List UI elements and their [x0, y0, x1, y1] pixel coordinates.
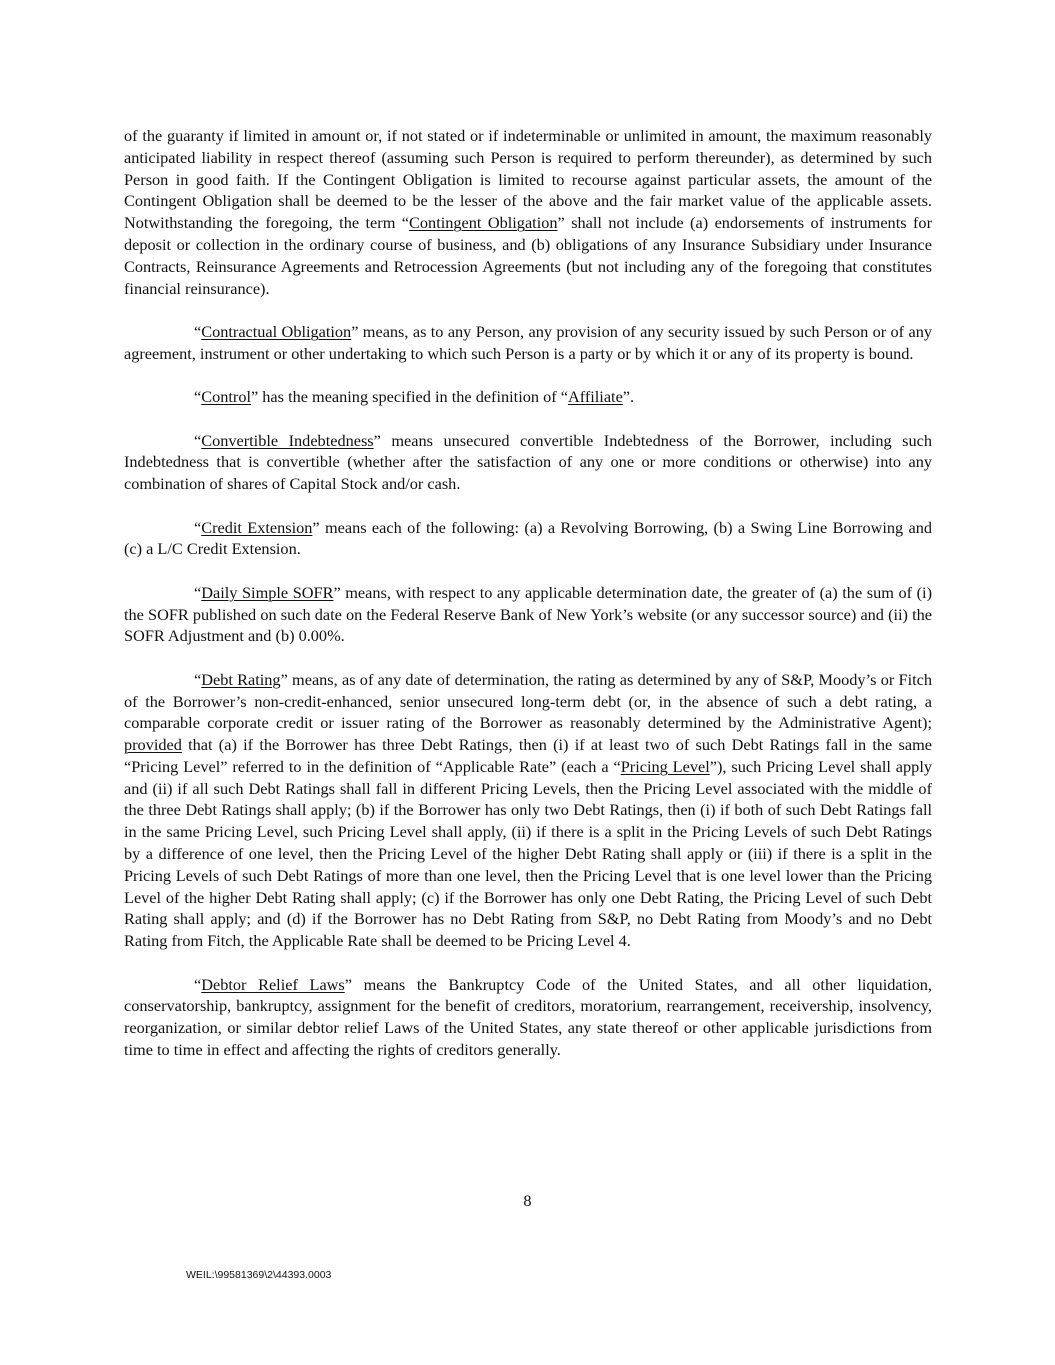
paragraph-text: ” means, with respect to any applicable determination date, the greater of (a) the sum of (i) the SOFR published on such date on the Federal Reserve Bank of New York’s website (or any successor source) and (ii) the SOFR Adjustment and (b) 0.00%. [124, 582, 932, 646]
defined-term: Credit Extension [201, 517, 313, 537]
defined-term: Debtor Relief Laws [201, 974, 345, 994]
defined-term: Convertible Indebtedness [201, 430, 374, 450]
paragraph-text: ”), such Pricing Level shall apply and (ii) if all such Debt Ratings shall fall in different Pricing Levels, then the Pricing Level associated with the middle of the three Debt Ratings shall apply; (b) if the Borrower has only two Debt Ratings, then (i) if both of such Debt Ratings fall in the same Pricing Level, such Pricing Level shall apply, (ii) if there is a split in the Pricing Levels of such Debt Ratings by a difference of one level, then the Pricing Level of the higher Debt Rating shall apply or (iii) if there is a split in the Pricing Levels of such Debt Ratings of more than one level, then the Pricing Level that is one level lower than the Pricing Level of the higher Debt Rating shall apply; (c) if the Borrower has only one Debt Rating, the Pricing Level of such Debt Rating shall apply; and (d) if the Borrower has no Debt Rating from S&P, no Debt Rating from Moody’s and no Debt Rating from Fitch, the Applicable Rate shall be deemed to be Pricing Level 4. [124, 756, 932, 951]
defined-term: Control [201, 387, 251, 407]
paragraph-text: “ [194, 517, 202, 537]
paragraph-text: “ [194, 387, 202, 407]
paragraph-text: ” means each of the following: (a) a Revolving Borrowing, (b) a Swing Line Borrowing and (c) a L/C Credit Extension. [124, 517, 933, 559]
paragraph-text: ” means, as to any Person, any provision of any security issued by such Person or of any agreement, instrument or other undertaking to which such Person is a party or by which it or any of its property is bound. [124, 321, 932, 363]
paragraph-text: “ [194, 669, 202, 689]
defined-term: Daily Simple SOFR [201, 582, 334, 602]
defined-term: Contractual Obligation [201, 321, 352, 341]
paragraph-text: of the guaranty if limited in amount or, if not stated or if indeterminable or unlimited in amount, the maximum reasonably anticipated liability in respect thereof (assuming such Person is required to perform thereunder), as determined by such Person in good faith. If the Contingent Obligation is limited to recourse against particular assets, the amount of the Contingent Obligation shall be deemed to be the lesser of the above and the fair market value of the applicable assets. Notwithstanding the foregoing, the term “ [124, 126, 932, 233]
definition-paragraph [124, 430, 932, 495]
paragraph-text: ” means, as of any date of determination, the rating as determined by any of S&P, Moody’s or Fitch of the Borrower’s non-credit-enhanced, senior unsecured long-term debt (or, in the absence of such a debt rating, a comparable corporate credit or issuer rating of the Borrower as reasonably determined by the Administrative Agent); [124, 669, 932, 733]
paragraph-text: ”. [622, 387, 635, 407]
document-id-footer: WEIL:\99581369\2\44393.0003 [186, 1269, 332, 1281]
definition-paragraph [124, 974, 932, 1061]
paragraph-text: ” shall not include (a) endorsements of instruments for deposit or collection in the ordinary course of business, and (b) obligations of any Insurance Subsidiary under Insurance Contracts, Reinsurance Agreements and Retrocession Agreements (but not including any of the foregoing that constitutes financial reinsurance). [124, 213, 932, 298]
defined-term: Contingent Obligation [409, 213, 558, 233]
definition-paragraph [124, 321, 932, 365]
paragraph-text: ” has the meaning specified in the definition of “ [251, 387, 568, 407]
defined-term: provided [124, 735, 182, 755]
definition-paragraph [124, 517, 932, 561]
definition-paragraph [124, 669, 932, 952]
paragraph-text: “ [194, 321, 202, 341]
paragraph-text: ” means the Bankruptcy Code of the United States, and all other liquidation, conservatorship, bankruptcy, assignment for the benefit of creditors, moratorium, rearrangement, receivership, insolvency, reorganization, or similar debtor relief Laws of the United States, any state thereof or other applicable jurisdictions from time to time in effect and affecting the rights of creditors generally. [124, 974, 932, 1060]
defined-term: Pricing Level [620, 756, 710, 776]
paragraph-text: “ [194, 582, 202, 602]
defined-term: Affiliate [567, 387, 623, 407]
definition-paragraph [124, 125, 932, 299]
paragraph-text: “ [194, 974, 202, 994]
definition-paragraph [124, 582, 932, 647]
defined-term: Debt Rating [201, 669, 281, 689]
paragraph-text: ” means unsecured convertible Indebtedness of the Borrower, including such Indebtedness that is convertible (whether after the satisfaction of any one or more conditions or otherwise) into any combination of shares of Capital Stock and/or cash. [124, 430, 932, 494]
page-number: 8 [523, 1191, 532, 1210]
paragraph-text: “ [194, 430, 202, 450]
document-body [124, 125, 932, 1082]
paragraph-text: that (a) if the Borrower has three Debt Ratings, then (i) if at least two of such Debt Ratings fall in the same “Pricing Level” referred to in the definition of “Applicable Rate” (each a “ [124, 735, 932, 776]
definition-paragraph [124, 386, 932, 408]
